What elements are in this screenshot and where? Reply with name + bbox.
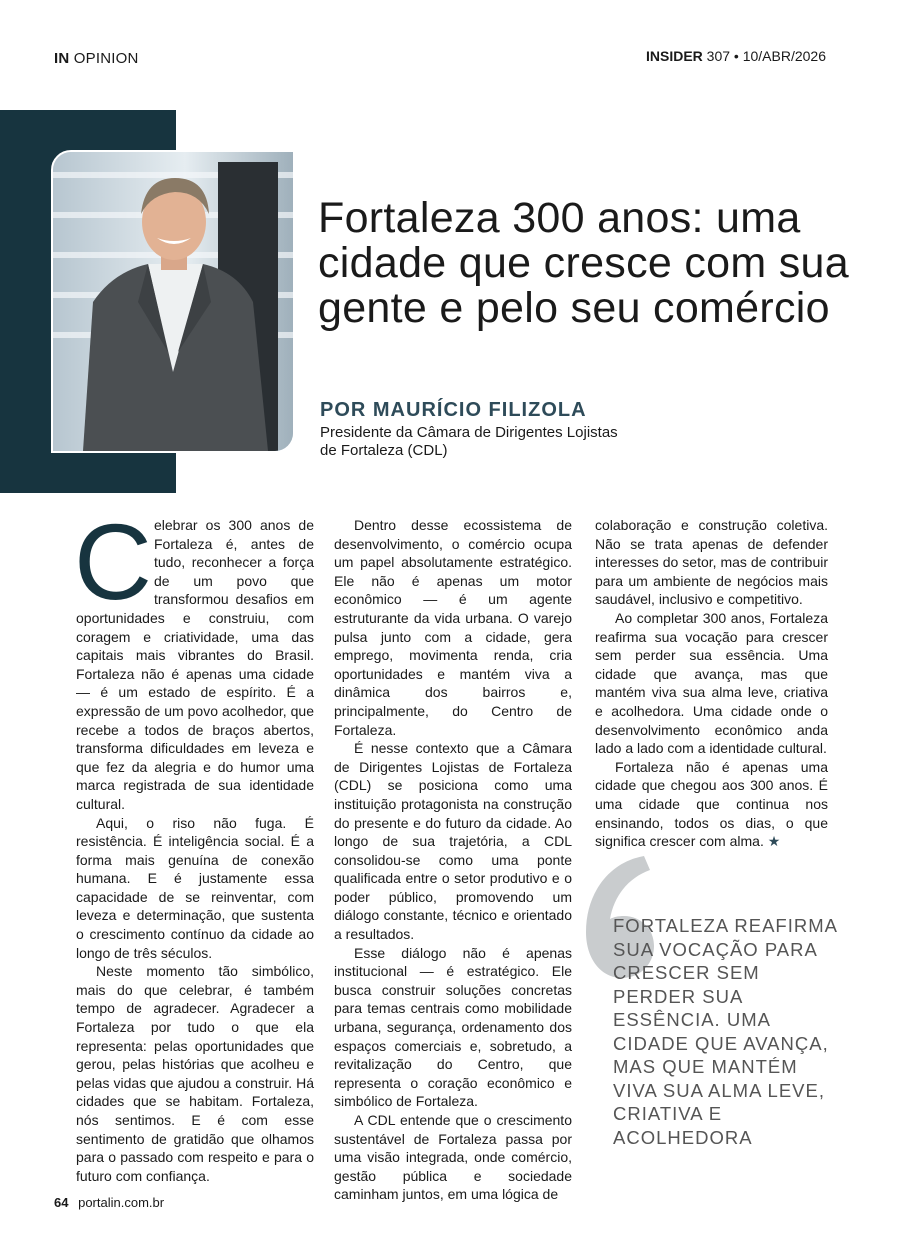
article-column-3	[595, 516, 828, 851]
paragraph	[595, 758, 828, 851]
paragraph: Ao completar 300 anos, Fortaleza reafirma sua vocação para crescer sem perder sua essência. Uma cidade que avança, mas que mantém viva sua alma leve, criativa e acolhedora. Uma cidade onde o desenvolvimento econômico anda lado a lado com a identidade cultural.	[595, 609, 828, 757]
issue-info	[646, 48, 826, 64]
article-column-1	[74, 501, 314, 1185]
author-photo	[51, 150, 295, 453]
section-label	[54, 50, 139, 67]
paragraph: Aqui, o riso não fuga. É resistência. É inteligência social. É a forma mais genuína de conexão humana. E é justamente essa capacidade de se reinventar, com leveza e determinação, que sustenta o crescimento contínuo da cidade ao longo de três séculos.	[76, 814, 314, 961]
drop-cap: C	[74, 501, 152, 622]
article-column-2	[334, 516, 572, 1204]
paragraph: A CDL entende que o crescimento sustentável de Fortaleza passa por uma visão integrada, onde comércio, gestão pública e sociedade caminham juntos, em uma lógica de	[334, 1112, 572, 1203]
section-label-text: OPINION	[73, 50, 139, 67]
paragraph: Neste momento tão simbólico, mais do que celebrar, é também tempo de agradecer. Agradecer a Fortaleza por tudo o que ela representa: pelas oportunidades que gerou, pelas histórias que acolheu e pelas vidas que ajudou a construir. Há cidades que se habitam. Fortaleza, nós sentimos. E é com esse sentimento de gratidão que olhamos para o passado com respeito e para o futuro com confiança.	[76, 963, 314, 1184]
paragraph	[74, 501, 314, 814]
page-number: 64	[54, 1195, 69, 1210]
issue-date: 307 • 10/ABR/2026	[706, 48, 826, 64]
magazine-name: INSIDER	[645, 48, 703, 64]
page-footer	[54, 1195, 164, 1210]
paragraph: Dentro desse ecossistema de desenvolvimento, o comércio ocupa um papel absolutamente estratégico. Ele não é apenas um motor econômico — é um agente estruturante da vida urbana. O varejo pulsa junto com a cidade, gera emprego, movimenta renda, cria oportunidades e mantém viva a dinâmica dos bairros e, principalmente, do Centro de Fortaleza.	[334, 517, 572, 738]
article-headline: Fortaleza 300 anos: uma cidade que cresce com sua gente e pelo seu comércio	[318, 194, 849, 332]
paragraph: colaboração e construção coletiva. Não se trata apenas de defender interesses do setor, mas de contribuir para um ambiente de negócios mais saudável, inclusivo e competitivo.	[595, 517, 828, 608]
paragraph: É nesse contexto que a Câmara de Dirigentes Lojistas de Fortaleza (CDL) se posiciona como uma instituição protagonista na construção do presente e do futuro da cidade. Ao longo de sua trajetória, a CDL consolidou-se como uma ponte qualificada entre o setor produtivo e o poder público, promovendo um diálogo constante, técnico e orientado a resultados.	[334, 740, 572, 943]
end-mark-star-icon: ★	[767, 833, 781, 850]
site-link: portalin.com.br	[78, 1195, 165, 1210]
author-portrait-illustration	[53, 152, 293, 451]
paragraph: Esse diálogo não é apenas institucional — é estratégico. Ele busca construir soluções concretas para temas centrais como mobilidade urbana, segurança, ordenamento dos espaços comerciais e, sobretudo, a revitalização do Centro, que representa o coração econômico e simbólico de Fortaleza.	[334, 944, 572, 1110]
pull-quote: FORTALEZA REAFIRMA SUA VOCAÇÃO PARA CRESCER SEM PERDER SUA ESSÊNCIA. UMA CIDADE QUE AVANÇA, MAS QUE MANTÉM VIVA SUA ALMA LEVE, CRIATIVA E ACOLHEDORA	[613, 915, 837, 1148]
paragraph-text: elebrar os 300 anos de Fortaleza é, antes de tudo, reconhecer a força de um povo que transformou desafios em oportunidades e construiu, com coragem e criatividade, uma das capitais mais vibrantes do Brasil. Fortaleza não é apenas uma cidade — é um estado de espírito. É a expressão de um povo acolhedor, que recebe a todos de braços abertos, transforma dificuldades em leveza e que fez da alegria e do humor uma marca registrada de sua identidade cultural.	[76, 517, 314, 812]
paragraph-text: Fortaleza não é apenas uma cidade que chegou aos 300 anos. É uma cidade que continua nos ensinando, todos os dias, o que significa crescer com alma.	[595, 758, 828, 850]
author-name: POR MAURÍCIO FILIZOLA	[320, 399, 587, 421]
author-role: Presidente da Câmara de Dirigentes Lojistas de Fortaleza (CDL)	[320, 424, 618, 459]
section-label-bold: IN	[54, 50, 70, 67]
